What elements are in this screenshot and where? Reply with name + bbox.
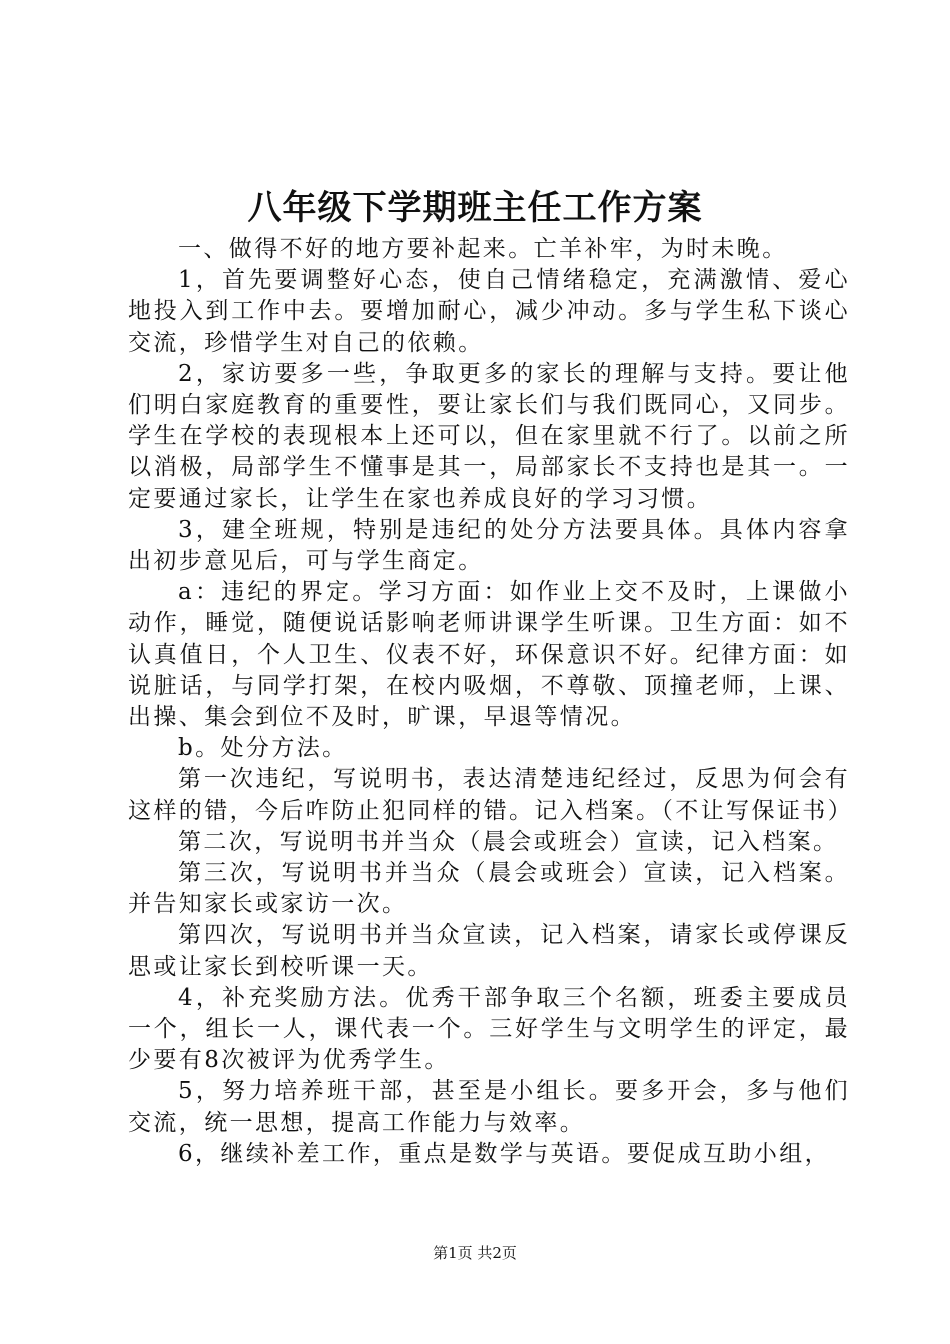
paragraph-fourth-violation: 第四次，写说明书并当众宣读，记入档案，请家长或停课反思或让家长到校听课一天。	[128, 922, 850, 980]
document-body	[128, 234, 854, 1170]
paragraph-second-violation: 第二次，写说明书并当众（晨会或班会）宣读，记入档案。	[178, 828, 839, 855]
paragraph-item-3b: b。处分方法。	[178, 735, 348, 762]
paragraph-item-6: 6，继续补差工作，重点是数学与英语。要促成互助小组，	[178, 1140, 831, 1167]
paragraph-first-violation: 第一次违纪，写说明书，表达清楚违纪经过，反思为何会有这样的错，今后咋防止犯同样的错。记入档案。（不让写保证书）	[128, 766, 854, 824]
paragraph-item-1: 1，首先要调整好心态，使自己情绪稳定，充满激情、爱心地投入到工作中去。要增加耐心，减少冲动。多与学生私下谈心交流，珍惜学生对自己的依赖。	[128, 267, 850, 356]
paragraph-third-violation: 第三次，写说明书并当众（晨会或班会）宣读，记入档案。并告知家长或家访一次。	[128, 860, 850, 918]
document-title: 八年级下学期班主任工作方案	[247, 188, 703, 228]
paragraph-item-3a: a：违纪的界定。学习方面：如作业上交不及时，上课做小动作，睡觉，随便说话影响老师讲课学生听课。卫生方面：如不认真值日，个人卫生、仪表不好，环保意识不好。纪律方面：如说脏话，与同学打架，在校内吸烟，不尊敬、顶撞老师，上课、出操、集会到位不及时，旷课，早退等情况。	[128, 579, 850, 731]
paragraph-item-4: 4，补充奖励方法。优秀干部争取三个名额，班委主要成员一个，组长一人，课代表一个。三好学生与文明学生的评定，最少要有8次被评为优秀学生。	[128, 984, 850, 1074]
page-number-footer: 第1页 共2页	[433, 1244, 517, 1262]
paragraph-item-2: 2，家访要多一些，争取更多的家长的理解与支持。要让他们明白家庭教育的重要性，要让家长们与我们既同心，又同步。学生在学校的表现根本上还可以，但在家里就不行了。以前之所以消极，局部学生不懂事是其一，局部家长不支持也是其一。一定要通过家长，让学生在家也养成良好的学习习惯。	[128, 360, 850, 512]
paragraph-item-3: 3，建全班规，特别是违纪的处分方法要具体。具体内容拿出初步意见后，可与学生商定。	[128, 516, 850, 575]
paragraph-item-5: 5，努力培养班干部，甚至是小组长。要多开会，多与他们交流，统一思想，提高工作能力与效率。	[128, 1078, 850, 1136]
paragraph-intro: 一、做得不好的地方要补起来。亡羊补牢，为时未晚。	[178, 236, 788, 262]
